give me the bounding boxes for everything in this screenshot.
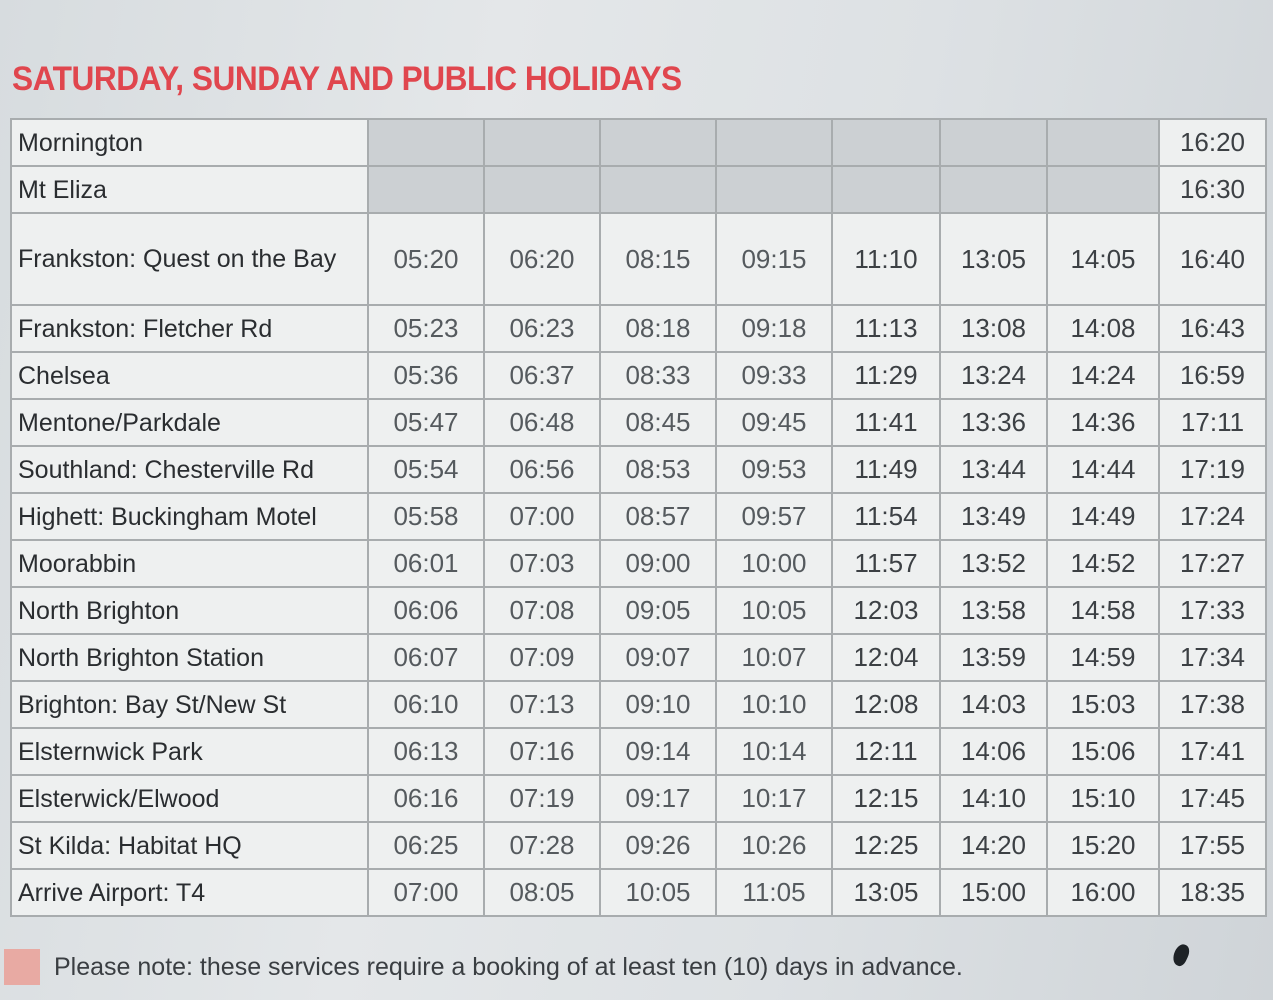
no-service-cell <box>600 166 716 213</box>
table-row <box>11 399 1266 446</box>
departure-time-cell: 14:36 <box>1047 399 1159 446</box>
no-service-cell <box>832 119 940 166</box>
no-service-cell <box>716 166 832 213</box>
no-service-cell <box>832 166 940 213</box>
departure-time-cell: 14:44 <box>1047 446 1159 493</box>
timetable <box>10 118 1267 917</box>
departure-time-cell: 05:36 <box>368 352 484 399</box>
departure-time-cell: 10:00 <box>716 540 832 587</box>
stop-name-cell: North Brighton <box>11 587 368 634</box>
departure-time-cell: 07:00 <box>368 869 484 916</box>
timetable-body <box>11 119 1266 916</box>
no-service-cell <box>940 119 1047 166</box>
departure-time-cell: 14:05 <box>1047 213 1159 305</box>
table-row <box>11 681 1266 728</box>
departure-time-cell: 10:05 <box>716 587 832 634</box>
departure-time-cell: 07:08 <box>484 587 600 634</box>
departure-time-cell: 16:30 <box>1159 166 1266 213</box>
departure-time-cell: 06:48 <box>484 399 600 446</box>
departure-time-cell: 06:16 <box>368 775 484 822</box>
departure-time-cell: 14:20 <box>940 822 1047 869</box>
departure-time-cell: 07:19 <box>484 775 600 822</box>
departure-time-cell: 14:49 <box>1047 493 1159 540</box>
no-service-cell <box>1047 166 1159 213</box>
departure-time-cell: 11:29 <box>832 352 940 399</box>
departure-time-cell: 17:55 <box>1159 822 1266 869</box>
departure-time-cell: 08:53 <box>600 446 716 493</box>
departure-time-cell: 07:13 <box>484 681 600 728</box>
departure-time-cell: 06:23 <box>484 305 600 352</box>
departure-time-cell: 17:33 <box>1159 587 1266 634</box>
booking-note <box>4 946 1234 988</box>
departure-time-cell: 10:10 <box>716 681 832 728</box>
departure-time-cell: 09:45 <box>716 399 832 446</box>
departure-time-cell: 08:57 <box>600 493 716 540</box>
departure-time-cell: 13:44 <box>940 446 1047 493</box>
departure-time-cell: 05:58 <box>368 493 484 540</box>
stop-name-cell: Mornington <box>11 119 368 166</box>
table-row <box>11 305 1266 352</box>
no-service-cell <box>368 119 484 166</box>
departure-time-cell: 10:07 <box>716 634 832 681</box>
departure-time-cell: 07:16 <box>484 728 600 775</box>
departure-time-cell: 13:05 <box>940 213 1047 305</box>
booking-note-text: Please note: these services require a booking of at least ten (10) days in advance. <box>54 952 963 981</box>
departure-time-cell: 07:09 <box>484 634 600 681</box>
departure-time-cell: 14:58 <box>1047 587 1159 634</box>
table-row <box>11 822 1266 869</box>
table-row <box>11 540 1266 587</box>
no-service-cell <box>716 119 832 166</box>
departure-time-cell: 08:33 <box>600 352 716 399</box>
departure-time-cell: 17:45 <box>1159 775 1266 822</box>
stop-name-cell: Frankston: Fletcher Rd <box>11 305 368 352</box>
departure-time-cell: 07:00 <box>484 493 600 540</box>
departure-time-cell: 12:08 <box>832 681 940 728</box>
departure-time-cell: 06:13 <box>368 728 484 775</box>
departure-time-cell: 09:53 <box>716 446 832 493</box>
departure-time-cell: 12:04 <box>832 634 940 681</box>
departure-time-cell: 08:05 <box>484 869 600 916</box>
departure-time-cell: 08:15 <box>600 213 716 305</box>
departure-time-cell: 17:41 <box>1159 728 1266 775</box>
departure-time-cell: 09:33 <box>716 352 832 399</box>
departure-time-cell: 13:05 <box>832 869 940 916</box>
departure-time-cell: 15:00 <box>940 869 1047 916</box>
departure-time-cell: 13:52 <box>940 540 1047 587</box>
departure-time-cell: 07:03 <box>484 540 600 587</box>
no-service-cell <box>484 119 600 166</box>
departure-time-cell: 06:25 <box>368 822 484 869</box>
departure-time-cell: 17:24 <box>1159 493 1266 540</box>
stop-name-cell: Highett: Buckingham Motel <box>11 493 368 540</box>
departure-time-cell: 12:03 <box>832 587 940 634</box>
departure-time-cell: 15:03 <box>1047 681 1159 728</box>
departure-time-cell: 14:10 <box>940 775 1047 822</box>
departure-time-cell: 13:24 <box>940 352 1047 399</box>
departure-time-cell: 12:25 <box>832 822 940 869</box>
stop-name-cell: Mentone/Parkdale <box>11 399 368 446</box>
stop-name-cell: Southland: Chesterville Rd <box>11 446 368 493</box>
departure-time-cell: 17:34 <box>1159 634 1266 681</box>
stop-name-cell: Frankston: Quest on the Bay <box>11 213 368 305</box>
departure-time-cell: 09:10 <box>600 681 716 728</box>
departure-time-cell: 11:10 <box>832 213 940 305</box>
departure-time-cell: 14:24 <box>1047 352 1159 399</box>
departure-time-cell: 13:49 <box>940 493 1047 540</box>
table-row <box>11 587 1266 634</box>
stop-name-cell: North Brighton Station <box>11 634 368 681</box>
departure-time-cell: 09:17 <box>600 775 716 822</box>
departure-time-cell: 05:47 <box>368 399 484 446</box>
departure-time-cell: 16:40 <box>1159 213 1266 305</box>
table-row <box>11 119 1266 166</box>
departure-time-cell: 06:10 <box>368 681 484 728</box>
departure-time-cell: 11:49 <box>832 446 940 493</box>
departure-time-cell: 09:26 <box>600 822 716 869</box>
departure-time-cell: 15:06 <box>1047 728 1159 775</box>
table-row <box>11 634 1266 681</box>
departure-time-cell: 10:14 <box>716 728 832 775</box>
stop-name-cell: Mt Eliza <box>11 166 368 213</box>
stop-name-cell: Chelsea <box>11 352 368 399</box>
stop-name-cell: Elsterwick/Elwood <box>11 775 368 822</box>
departure-time-cell: 13:59 <box>940 634 1047 681</box>
departure-time-cell: 15:10 <box>1047 775 1159 822</box>
departure-time-cell: 09:05 <box>600 587 716 634</box>
departure-time-cell: 16:59 <box>1159 352 1266 399</box>
departure-time-cell: 05:23 <box>368 305 484 352</box>
departure-time-cell: 11:13 <box>832 305 940 352</box>
departure-time-cell: 17:38 <box>1159 681 1266 728</box>
departure-time-cell: 09:15 <box>716 213 832 305</box>
departure-time-cell: 12:11 <box>832 728 940 775</box>
no-service-cell <box>940 166 1047 213</box>
stop-name-cell: Moorabbin <box>11 540 368 587</box>
departure-time-cell: 09:14 <box>600 728 716 775</box>
table-row <box>11 446 1266 493</box>
no-service-cell <box>1047 119 1159 166</box>
table-row <box>11 493 1266 540</box>
departure-time-cell: 06:20 <box>484 213 600 305</box>
departure-time-cell: 05:20 <box>368 213 484 305</box>
departure-time-cell: 09:18 <box>716 305 832 352</box>
booking-required-swatch <box>4 949 40 985</box>
table-row <box>11 213 1266 305</box>
departure-time-cell: 06:01 <box>368 540 484 587</box>
departure-time-cell: 16:20 <box>1159 119 1266 166</box>
departure-time-cell: 10:26 <box>716 822 832 869</box>
table-row <box>11 166 1266 213</box>
departure-time-cell: 12:15 <box>832 775 940 822</box>
table-row <box>11 728 1266 775</box>
table-row <box>11 352 1266 399</box>
departure-time-cell: 14:08 <box>1047 305 1159 352</box>
departure-time-cell: 17:27 <box>1159 540 1266 587</box>
departure-time-cell: 14:59 <box>1047 634 1159 681</box>
page-title: SATURDAY, SUNDAY AND PUBLIC HOLIDAYS <box>12 60 682 98</box>
table-row <box>11 775 1266 822</box>
departure-time-cell: 10:17 <box>716 775 832 822</box>
departure-time-cell: 08:45 <box>600 399 716 446</box>
departure-time-cell: 17:19 <box>1159 446 1266 493</box>
departure-time-cell: 14:52 <box>1047 540 1159 587</box>
stop-name-cell: Arrive Airport: T4 <box>11 869 368 916</box>
departure-time-cell: 11:54 <box>832 493 940 540</box>
departure-time-cell: 06:56 <box>484 446 600 493</box>
departure-time-cell: 13:36 <box>940 399 1047 446</box>
departure-time-cell: 11:05 <box>716 869 832 916</box>
departure-time-cell: 16:00 <box>1047 869 1159 916</box>
no-service-cell <box>368 166 484 213</box>
departure-time-cell: 14:03 <box>940 681 1047 728</box>
departure-time-cell: 11:57 <box>832 540 940 587</box>
departure-time-cell: 17:11 <box>1159 399 1266 446</box>
departure-time-cell: 08:18 <box>600 305 716 352</box>
departure-time-cell: 05:54 <box>368 446 484 493</box>
stop-name-cell: Elsternwick Park <box>11 728 368 775</box>
departure-time-cell: 09:00 <box>600 540 716 587</box>
table-row <box>11 869 1266 916</box>
departure-time-cell: 07:28 <box>484 822 600 869</box>
departure-time-cell: 16:43 <box>1159 305 1266 352</box>
departure-time-cell: 09:07 <box>600 634 716 681</box>
stop-name-cell: St Kilda: Habitat HQ <box>11 822 368 869</box>
stop-name-cell: Brighton: Bay St/New St <box>11 681 368 728</box>
departure-time-cell: 06:37 <box>484 352 600 399</box>
no-service-cell <box>600 119 716 166</box>
departure-time-cell: 18:35 <box>1159 869 1266 916</box>
departure-time-cell: 13:08 <box>940 305 1047 352</box>
departure-time-cell: 15:20 <box>1047 822 1159 869</box>
departure-time-cell: 13:58 <box>940 587 1047 634</box>
departure-time-cell: 14:06 <box>940 728 1047 775</box>
no-service-cell <box>484 166 600 213</box>
departure-time-cell: 09:57 <box>716 493 832 540</box>
departure-time-cell: 10:05 <box>600 869 716 916</box>
departure-time-cell: 06:06 <box>368 587 484 634</box>
departure-time-cell: 11:41 <box>832 399 940 446</box>
departure-time-cell: 06:07 <box>368 634 484 681</box>
